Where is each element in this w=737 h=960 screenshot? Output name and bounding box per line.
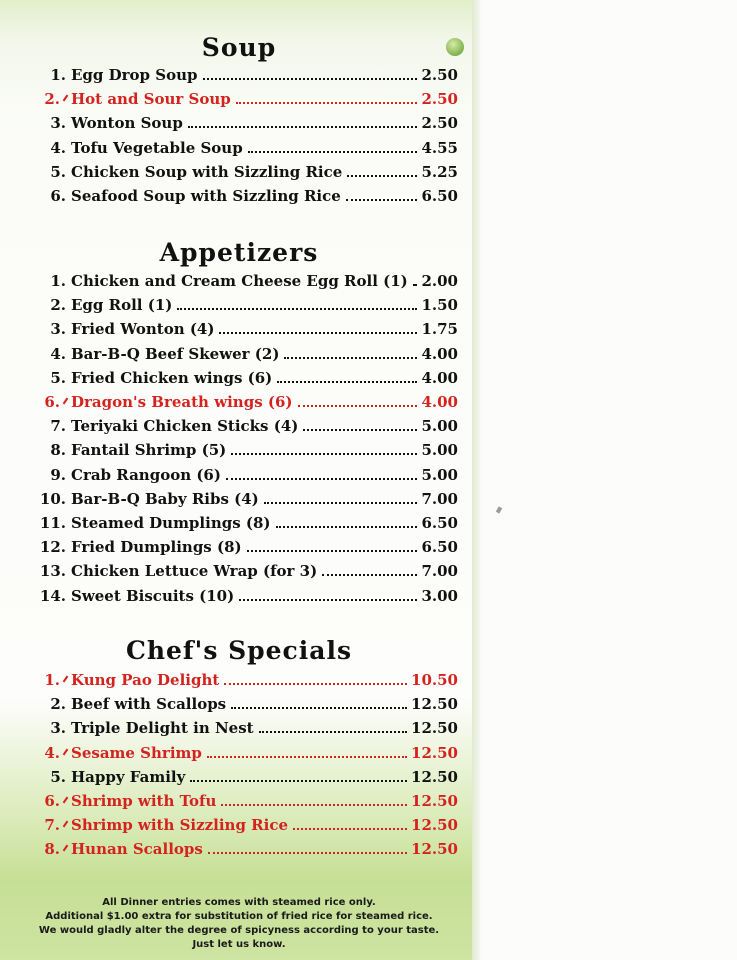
item-line <box>71 514 458 532</box>
item-name: Steamed Dumplings (8) <box>71 514 271 532</box>
item-number <box>50 272 66 290</box>
item-price: 4.00 <box>421 344 458 363</box>
menu-item <box>0 538 478 562</box>
menu-item <box>0 744 478 768</box>
item-name: Dragon's Breath wings (6) <box>71 393 293 411</box>
item-number-text: 3. <box>50 114 66 133</box>
item-number-text: 6. <box>44 393 60 411</box>
menu-item <box>0 792 478 816</box>
item-number <box>50 369 66 387</box>
item-number <box>40 538 66 556</box>
item-number-text: 7. <box>44 816 60 835</box>
dot-leader <box>207 756 407 758</box>
item-line <box>71 768 458 786</box>
item-price: 12.50 <box>411 743 458 762</box>
dot-leader <box>188 126 418 128</box>
menu-item <box>0 296 478 320</box>
item-name: Sesame Shrimp <box>71 743 202 762</box>
item-line <box>71 272 458 290</box>
paper-speck <box>496 506 502 513</box>
menu-item <box>0 272 478 296</box>
item-name: Chicken Lettuce Wrap (for 3) <box>71 562 318 581</box>
dot-leader <box>208 852 407 854</box>
menu-item <box>0 66 478 90</box>
spicy-pepper-icon <box>63 676 69 683</box>
dot-leader <box>226 478 417 480</box>
item-name: Shrimp with Sizzling Rice <box>71 816 289 835</box>
item-number <box>50 695 66 713</box>
spicy-pepper-icon <box>63 821 69 828</box>
spicy-pepper-icon <box>63 398 69 405</box>
menu-item <box>0 671 478 695</box>
item-price: 4.00 <box>421 393 458 411</box>
item-price: 4.00 <box>421 368 458 387</box>
dot-leader <box>219 332 417 334</box>
dot-leader <box>303 429 417 431</box>
dot-leader <box>247 550 418 552</box>
menu-item <box>0 562 478 586</box>
item-number <box>44 744 70 762</box>
item-line <box>71 490 458 508</box>
item-number-text: 8. <box>50 441 66 460</box>
dot-leader <box>231 707 407 709</box>
menu-item <box>0 466 478 490</box>
item-number-text: 4. <box>50 138 66 157</box>
item-line <box>71 562 458 580</box>
item-line <box>71 792 458 810</box>
menu-item <box>0 695 478 719</box>
menu-item <box>0 187 478 211</box>
item-name: Sweet Biscuits (10) <box>71 586 235 605</box>
item-number <box>44 840 70 858</box>
item-price: 12.50 <box>411 695 458 714</box>
item-number <box>40 490 66 508</box>
menu-item <box>0 768 478 792</box>
item-number-text: 2. <box>50 695 66 714</box>
item-number <box>50 768 66 786</box>
dot-leader <box>276 526 418 528</box>
item-price: 12.50 <box>411 719 458 738</box>
item-line <box>71 320 458 338</box>
item-number <box>40 562 66 580</box>
item-price: 7.00 <box>421 562 458 581</box>
section-title: Chef's Specials <box>125 636 353 665</box>
item-line <box>71 345 458 363</box>
item-number-text: 12. <box>39 538 66 557</box>
item-number <box>50 441 66 459</box>
item-line <box>71 840 458 858</box>
item-line <box>71 393 458 411</box>
item-price: 6.50 <box>421 187 458 205</box>
item-price: 5.25 <box>421 162 458 181</box>
item-price: 12.50 <box>411 840 458 859</box>
item-price: 6.50 <box>421 538 458 557</box>
item-name: Bar-B-Q Beef Skewer (2) <box>71 344 280 363</box>
item-line <box>71 296 458 314</box>
dot-leader <box>248 151 418 153</box>
item-line <box>71 816 458 834</box>
menu-item <box>0 345 478 369</box>
item-number-text: 6. <box>44 792 60 810</box>
menu-item <box>0 490 478 514</box>
item-line <box>71 695 458 713</box>
item-number <box>50 139 66 157</box>
item-name: Hot and Sour Soup <box>71 90 231 109</box>
item-price: 5.00 <box>421 441 458 460</box>
spicy-pepper-icon <box>63 845 69 852</box>
item-name: Fried Chicken wings (6) <box>71 368 273 387</box>
item-number-text: 5. <box>50 368 66 387</box>
item-line <box>71 66 458 84</box>
item-name: Fried Dumplings (8) <box>71 538 242 557</box>
dot-leader <box>322 574 417 576</box>
item-number <box>44 816 70 834</box>
item-price: 2.50 <box>421 114 458 133</box>
item-number <box>44 393 70 411</box>
dot-leader <box>293 828 407 830</box>
item-line <box>71 417 458 435</box>
item-number-text: 2. <box>50 296 66 315</box>
dot-leader <box>277 381 417 383</box>
item-price: 5.00 <box>421 417 458 436</box>
item-number <box>50 417 66 435</box>
dot-leader <box>347 175 417 177</box>
item-name: Fantail Shrimp (5) <box>71 441 227 460</box>
footer-line: We would gladly alter the degree of spicyness according to your taste. <box>38 925 440 936</box>
item-number-text: 7. <box>50 417 66 436</box>
item-line <box>71 90 458 108</box>
dot-leader <box>221 804 407 806</box>
item-line <box>71 466 458 484</box>
item-name: Bar-B-Q Baby Ribs (4) <box>71 489 259 508</box>
dot-leader <box>177 308 417 310</box>
item-price: 12.50 <box>411 767 458 786</box>
item-price: 2.50 <box>421 90 458 109</box>
item-number <box>50 719 66 737</box>
item-line <box>71 744 458 762</box>
item-name: Happy Family <box>71 767 186 786</box>
item-number-text: 13. <box>39 562 66 581</box>
item-number <box>44 792 70 810</box>
item-number-text: 3. <box>50 320 66 339</box>
menu-item <box>0 840 478 864</box>
dot-leader <box>259 731 407 733</box>
item-name: Tofu Vegetable Soup <box>71 138 243 157</box>
menu-item <box>0 417 478 441</box>
item-number-text: 11. <box>39 514 66 532</box>
item-name: Chicken and Cream Cheese Egg Roll (1) <box>71 272 408 290</box>
item-number-text: 4. <box>44 743 60 762</box>
dot-leader <box>239 599 417 601</box>
item-line <box>71 671 458 689</box>
item-line <box>71 538 458 556</box>
spicy-pepper-icon <box>63 748 69 755</box>
item-name: Chicken Soup with Sizzling Rice <box>71 162 343 181</box>
dot-leader <box>231 453 417 455</box>
item-line <box>71 114 458 132</box>
dot-leader <box>236 102 418 104</box>
item-name: Hunan Scallops <box>71 840 203 859</box>
item-price: 5.00 <box>421 465 458 484</box>
item-line <box>71 369 458 387</box>
item-number-text: 8. <box>44 840 60 859</box>
dot-leader <box>284 357 417 359</box>
spicy-pepper-icon <box>63 797 69 804</box>
item-number-text: 3. <box>50 719 66 738</box>
menu-item <box>0 587 478 611</box>
item-line <box>71 139 458 157</box>
footer-line: Additional $1.00 extra for substitution of fried rice for steamed rice. <box>45 911 433 922</box>
item-number <box>44 671 70 689</box>
item-name: Fried Wonton (4) <box>71 320 215 339</box>
footer-line: Just let us know. <box>192 939 286 950</box>
item-number <box>50 187 66 205</box>
item-price: 12.50 <box>411 816 458 835</box>
item-number-text: 6. <box>50 187 66 205</box>
item-line <box>71 163 458 181</box>
item-line <box>71 187 458 205</box>
item-line <box>71 441 458 459</box>
item-price: 12.50 <box>411 792 458 810</box>
item-number-text: 1. <box>50 66 66 84</box>
item-price: 1.50 <box>421 296 458 315</box>
item-name: Shrimp with Tofu <box>71 792 217 810</box>
menu-item <box>0 369 478 393</box>
item-number <box>50 66 66 84</box>
item-number <box>50 345 66 363</box>
item-number-text: 10. <box>39 489 66 508</box>
dot-leader <box>203 78 418 80</box>
dot-leader <box>298 405 418 407</box>
item-price: 4.55 <box>421 138 458 157</box>
item-name: Teriyaki Chicken Sticks (4) <box>71 417 299 436</box>
item-line <box>71 587 458 605</box>
menu-item <box>0 139 478 163</box>
item-number <box>50 163 66 181</box>
item-number-text: 14. <box>39 586 66 605</box>
item-number-text: 1. <box>44 671 60 689</box>
section-title: Soup <box>201 33 277 62</box>
item-number <box>40 514 66 532</box>
item-number <box>40 587 66 605</box>
item-price: 3.00 <box>421 586 458 605</box>
dot-leader <box>224 683 407 685</box>
item-price: 2.00 <box>421 272 458 290</box>
item-number <box>50 320 66 338</box>
item-number-text: 9. <box>50 465 66 484</box>
dot-leader <box>346 199 418 201</box>
menu-item <box>0 320 478 344</box>
item-name: Triple Delight in Nest <box>71 719 254 738</box>
item-number <box>44 90 70 108</box>
section-title: Appetizers <box>159 238 319 267</box>
menu-item <box>0 114 478 138</box>
menu-footer <box>0 896 478 952</box>
item-number <box>50 466 66 484</box>
item-price: 6.50 <box>421 514 458 532</box>
dot-leader <box>190 780 407 782</box>
item-number <box>50 296 66 314</box>
menu-item <box>0 163 478 187</box>
menu-item <box>0 816 478 840</box>
item-name: Wonton Soup <box>71 114 183 133</box>
dot-leader <box>413 284 418 286</box>
dot-leader <box>264 502 418 504</box>
item-number <box>50 114 66 132</box>
item-number-text: 1. <box>50 272 66 290</box>
item-price: 10.50 <box>411 671 458 689</box>
item-price: 7.00 <box>421 489 458 508</box>
item-number-text: 5. <box>50 767 66 786</box>
item-name: Kung Pao Delight <box>71 671 220 689</box>
menu-item <box>0 719 478 743</box>
item-number-text: 5. <box>50 162 66 181</box>
item-name: Crab Rangoon (6) <box>71 465 221 484</box>
menu-item <box>0 393 478 417</box>
spicy-pepper-icon <box>63 95 69 102</box>
item-price: 1.75 <box>421 320 458 339</box>
item-number-text: 2. <box>44 90 60 109</box>
item-line <box>71 719 458 737</box>
item-name: Seafood Soup with Sizzling Rice <box>71 187 341 205</box>
footer-line: All Dinner entries comes with steamed rice only. <box>102 897 376 908</box>
item-name: Egg Drop Soup <box>71 66 198 84</box>
menu-item <box>0 441 478 465</box>
item-name: Beef with Scallops <box>71 695 227 714</box>
item-name: Egg Roll (1) <box>71 296 173 315</box>
menu-item <box>0 90 478 114</box>
item-price: 2.50 <box>421 66 458 84</box>
item-number-text: 4. <box>50 344 66 363</box>
menu-item <box>0 514 478 538</box>
